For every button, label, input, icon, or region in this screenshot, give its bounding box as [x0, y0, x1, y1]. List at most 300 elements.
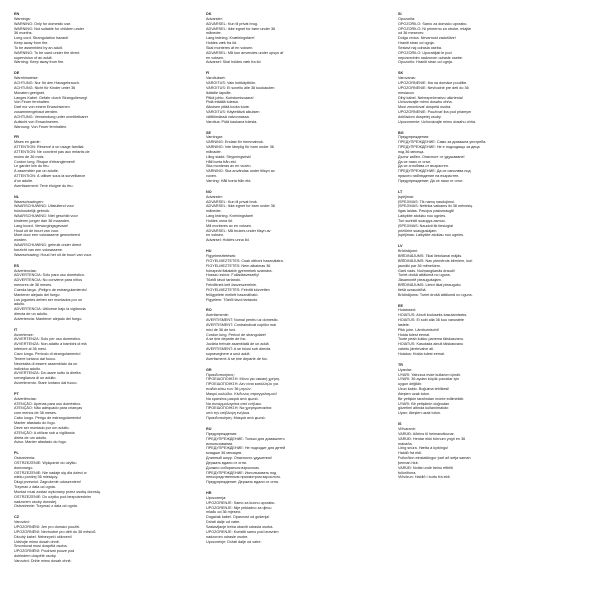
warning-line: ATENÇÃO: A utilizar sob a vigilância	[14, 430, 75, 435]
warning-line: AVVERTENZA: Non adatto a bambini di età	[14, 342, 87, 347]
warning-line: Garš vads. Nožņaugšanās draudi!	[398, 268, 455, 273]
warning-line: Warnung: Von Feuer fernhalten.	[14, 124, 68, 129]
language-code: SI	[398, 12, 402, 16]
language-code: HU	[206, 249, 212, 254]
warning-line: directa de un adulto.	[14, 312, 48, 317]
warning-line: Lang ledning. Kvelningsfare!	[206, 214, 254, 219]
warning-line: ADVARSEL: Må kun anvendes under opsyn af	[206, 50, 284, 55]
warning-line: Von Feuer fernhalten.	[14, 100, 51, 105]
warning-line: com menos de 36 meses.	[14, 411, 57, 416]
warning-line: ADVERTENCIA: Sólo para uso doméstico.	[14, 273, 86, 278]
warning-line: ATTENTION: À utiliser sous la surveillance	[14, 174, 86, 179]
language-code: GR	[206, 367, 212, 372]
warning-line: ĮSPĖJIMAS: Naudoti tik tiesiogiai	[398, 223, 454, 228]
warning-line: ADVARSEL: Kun til privat bruk.	[206, 199, 258, 204]
warning-line: Να κρατιέται μακριά από φωτιά.	[206, 396, 259, 401]
warning-line: Trzymać z dala od ognia.	[14, 485, 56, 490]
warning-line: Waarschuwingen:	[14, 199, 44, 204]
warning-line: OSTRZEŻENIE: Nie nadaje się dla dzieci w	[14, 470, 87, 475]
warning-line: Opozorila:	[398, 16, 416, 21]
language-section-sk	[398, 71, 574, 124]
warning-line: Uzun kablo. Boğulma tehlikesi!	[398, 387, 450, 392]
warning-line: Hraniti stran od ognja.	[398, 41, 435, 46]
warning-line: Bir yetişkin tarafından monte edilmelidir.	[398, 396, 465, 401]
language-section-hu	[206, 249, 382, 302]
warning-line: UPOZORNĚNÍ: Jen pro domácí použití.	[14, 525, 81, 529]
warning-line: ΠΡΟΕΙΔΟΠΟΙΗΣΗ: Μόνο για οικιακή χρήση.	[206, 377, 281, 382]
warnings-column-1	[14, 12, 190, 596]
warning-line: Предупреждение: Держать вдали от огня.	[206, 480, 279, 485]
warning-line: Да се пази от огън.	[398, 159, 432, 164]
warning-line: HOIATUS: Ei sobi alla 36 kuu vanustele	[398, 318, 465, 323]
warning-line: VAROITUS: Ei sovellu alle 36 kuukauden	[206, 85, 275, 90]
warning-line: kinderen jonger dan 36 maanden.	[14, 218, 71, 223]
language-section-it	[14, 328, 190, 386]
language-code: EE	[398, 303, 404, 308]
warning-line: inferiore ai 36 mesi.	[14, 347, 47, 352]
warning-line: Le garder loin du feu.	[14, 164, 50, 169]
warning-line: ATENÇÃO: Apenas para uso doméstico.	[14, 401, 82, 406]
warning-line: domowego.	[14, 465, 34, 470]
warnings-column-2	[206, 12, 382, 596]
warning-line: Varning: Håll borta från eld.	[206, 179, 252, 183]
warning-line: nadzorom odrasle osobe.	[206, 534, 249, 539]
warning-line: Предупреждение: Да се пази от огън.	[398, 179, 464, 183]
warning-line: Cabo longo. Perigo de estrangulamento!	[14, 416, 82, 421]
warning-line: ATENÇÃO: Não adequado para crianças	[14, 406, 83, 411]
warning-line: Avertisment: A se ține departe de foc.	[206, 356, 269, 361]
warning-line: FIGYELMEZTETÉS: Nem alkalmas 36	[206, 263, 271, 268]
language-code: LV	[398, 244, 403, 249]
warning-line: Turiet drošā attālumā no uguns.	[398, 273, 451, 278]
warning-line: måneder.	[206, 31, 222, 36]
warning-line: gözetimi altında kullanılmalıdır.	[398, 406, 450, 411]
warning-line: sorveglianza di un adulto.	[14, 376, 57, 381]
warning-line: Long cord. Strangulation hazard!	[14, 36, 69, 41]
warning-line: Lang ledning. Kvælningsfare!	[206, 36, 255, 41]
warning-line: Fullorðinn einstaklingur þarf að setja saman	[398, 456, 471, 461]
warning-line: Figyelmeztetések:	[206, 253, 237, 258]
warning-line: ikäisille lapsille.	[206, 90, 232, 95]
warning-line: Dolga vrvica. Nevarnost zadušitve!	[398, 36, 456, 41]
warning-line: Varovania:	[398, 76, 416, 81]
warning-line: supraveghere a unui adult.	[206, 352, 251, 356]
warning-line: BRĪDINĀJUMS: Lietot tikai pieaugušo	[398, 283, 461, 288]
warning-line: Aufsicht von Erwachsenen.	[14, 119, 60, 124]
warning-line: VAROITUS: Vain kotikäyttöön.	[206, 80, 257, 85]
warning-line: ATTENTION: Ne convient pas aux enfants de	[14, 149, 90, 154]
language-section-lt	[398, 190, 574, 238]
warning-line: ПРЕДУПРЕЖДЕНИЕ: Не подходит для детей	[206, 446, 286, 451]
warning-line: Lång sladd. Strypningsrisk!	[206, 154, 252, 159]
warning-line: Varoitukset:	[206, 76, 226, 81]
warning-line: zusammengebaut werden.	[14, 110, 59, 115]
warning-line: wieku poniżej 36 miesięcy.	[14, 475, 59, 480]
warning-line: Varování:	[14, 520, 30, 525]
warning-line: Darf nur von einem Erwachsenen	[14, 105, 70, 110]
warning-line: Cavo lungo. Pericolo di strangolamento!	[14, 352, 81, 356]
language-section-ru	[206, 427, 382, 485]
warning-line: ADVERTENCIA: No conviene para niños	[14, 278, 83, 283]
warning-line: Upozornenie: Uchovávajte mimo dosahu ohňa.	[398, 119, 476, 124]
warning-line: Toote peab kokku panema täiskasvanu.	[398, 337, 464, 342]
language-section-de	[14, 71, 190, 129]
warning-line: supervision of an adult.	[14, 55, 53, 60]
warning-line: ACHTUNG: Nicht für Kinder unter 36	[14, 85, 76, 90]
warning-line: Varování: Držte mimo dosah ohně.	[14, 558, 72, 563]
warning-line: OPOZORILO: Samo za domačo uporabo.	[398, 21, 468, 26]
language-code: FR	[14, 135, 19, 140]
warning-line: nadzorem osoby dorosłej.	[14, 499, 57, 504]
language-code: SK	[398, 71, 404, 76]
warning-line: Varoitus: Pidä kaukana tulesta.	[206, 119, 258, 124]
warning-line: BRĪDINĀJUMS: Nav piemērots bērniem, kuri	[398, 258, 473, 263]
warning-line: Tenere lontano dal fuoco.	[14, 356, 57, 361]
language-code: FI	[206, 71, 210, 76]
warning-line: Pikk juhe. Lämbumisoht!	[398, 327, 439, 332]
warning-line: WAARSCHUWING: gebruik onder direct	[14, 243, 82, 248]
warning-line: Upozorenja:	[206, 495, 227, 500]
language-code: IT	[14, 327, 18, 332]
warning-line: ADVARSEL: Kun til privat brug.	[206, 21, 259, 26]
language-code: EN	[14, 12, 20, 16]
warning-line: непосредственным присмотром взрослого.	[206, 475, 282, 480]
warning-line: Advarsel: Skal holdes væk fra ild.	[206, 60, 262, 65]
warning-line: Avertissement: Tenir éloigné du feu.	[14, 183, 74, 188]
warning-line: uygun değildir.	[398, 382, 423, 387]
warning-line: Uchovávajte mimo dosahu ohňa.	[398, 100, 453, 105]
warning-line: Mantener alejado del fuego.	[14, 292, 61, 297]
warning-line: Jucăria trebuie asamblată de un adult.	[206, 342, 270, 347]
language-code: ES	[14, 263, 20, 268]
warning-line: FIGYELMEZTETÉS: Felnőtt közvetlen	[206, 287, 270, 292]
warning-line: tiešā uzraudzībā.	[398, 287, 427, 292]
language-code: RO	[206, 308, 212, 313]
warning-line: menores de 36 meses.	[14, 283, 53, 288]
warning-line: To be assembled by an adult.	[14, 45, 63, 50]
warning-line: Keep away from fire.	[14, 41, 49, 46]
language-code: RU	[206, 426, 212, 431]
language-section-si	[398, 12, 574, 65]
warning-line: neposrednim nadzorom odrasle osebe.	[398, 55, 464, 60]
warning-line: ПРЕДУПРЕЖДЕНИЕ: Само за домашна употреба.	[398, 140, 487, 145]
language-section-lv	[398, 244, 574, 297]
warning-line: dohľadom dospelej osoby.	[398, 114, 442, 119]
warning-line: individuo adulto.	[14, 366, 42, 371]
warning-line: под 36 месеца.	[398, 149, 425, 154]
warning-line: þennan hlut.	[398, 460, 419, 465]
warning-line: Длинный шнур. Опасность удушения!	[206, 456, 272, 461]
warning-line: Cordon lung. Pericol de strangulare!	[206, 332, 267, 337]
warning-line: fullorðinna.	[398, 470, 417, 475]
warning-line: måneder.	[206, 209, 222, 214]
warning-line: OSTRZEŻENIE: Wyłącznie do użytku	[14, 460, 77, 465]
warning-line: ATTENTION: Réservé à un usage familial.	[14, 145, 85, 150]
warning-line: Los juguetes deben ser montados por un	[14, 297, 83, 302]
warning-line: Opozorilo: Hraniti stran od ognja.	[398, 60, 453, 65]
warning-line: WAARSCHUWING: Uitsluitend voor	[14, 204, 74, 209]
language-section-dk	[206, 12, 382, 65]
warning-line: UYARI: Bir yetişkinin doğrudan	[398, 401, 450, 406]
warning-line: ĮSPĖJIMAS: Tik namų naudojimui.	[398, 199, 456, 204]
warning-line: Waarschuwing: Houd het uit de buurt van vuur.	[14, 252, 92, 257]
warning-line: ПРЕДУПРЕЖДЕНИЕ: Да се използва под	[398, 169, 471, 174]
language-section-nl	[14, 195, 190, 258]
warning-line: Hoiatus: Hoida tulest eemal.	[398, 352, 445, 356]
warning-line: Felnőttnek kell összeszerelnie.	[206, 283, 258, 288]
warning-line: Figyelem: Tűztől távol tartandó.	[206, 297, 259, 302]
warning-line: Hosszú zsinór. Fulladásveszély!	[206, 273, 260, 278]
warning-line: Предупреждения:	[206, 431, 238, 436]
language-section-tr	[398, 363, 574, 416]
warning-line: Viðvörun: Haldið í burtu frá eldi.	[398, 475, 451, 480]
warning-line: vuxen.	[206, 174, 218, 179]
warning-line: Μακρύ καλώδιο. Κίνδυνος στραγγαλισμού!	[206, 391, 277, 396]
warning-line: AVVERTENZA: Da usare sotto la diretta	[14, 371, 81, 376]
language-code: HR	[206, 491, 212, 496]
warning-line: Dlouhý kabel. Nebezpečí uškrcení!	[14, 534, 72, 539]
warning-line: mlađu od 36 mjeseci.	[206, 510, 242, 515]
warning-line: Προειδοποίηση: Μακριά από φωτιά.	[206, 416, 266, 421]
warning-line: VARÚÐ: Aðeins til heimanotkunar.	[398, 431, 455, 436]
warning-line: Įspėjimai:	[398, 194, 414, 199]
warning-line: Haldið frá eldi.	[398, 451, 422, 456]
warning-line: direta de um adulto.	[14, 435, 48, 440]
warning-line: Turi surinkti suaugęs asmuo.	[398, 218, 446, 223]
warning-line: adulto.	[14, 302, 26, 307]
warning-line: Ostrzeżenie: Trzymać z dala od ognia.	[14, 504, 78, 509]
warning-line: Aviso: Manter afastado do fogo.	[14, 440, 67, 445]
warning-line: À assembler par un adulte.	[14, 169, 59, 174]
warning-line: en voksen.	[206, 233, 225, 238]
warning-line: VARNING: Endast för hemmabruk.	[206, 140, 264, 145]
warning-line: Advarsler:	[206, 194, 223, 199]
language-section-ro	[206, 308, 382, 361]
warning-line: UPOZORENJE: Koristiti samo pod izravnim	[206, 529, 279, 534]
warning-line: παιδιά κάτω των 36 μηνών.	[206, 387, 252, 392]
language-section-cz	[14, 515, 190, 563]
warning-line: Advertencia: Mantener alejado del fuego.	[14, 316, 83, 321]
warning-line: VARNING: Inte lämplig för barn under 36	[206, 145, 274, 150]
warning-line: Montaż musi zostać wykonany przez osobę dorosłą.	[14, 489, 101, 494]
warning-line: Lang koord. Verwurgingsgevaar!	[14, 223, 68, 228]
warning-line: Dugačak kabel. Opasnost od gušenja!	[206, 515, 270, 520]
language-section-se	[206, 131, 382, 184]
warning-line: Holdes unna ild.	[206, 218, 233, 223]
warning-line: Må monteres av en voksen.	[206, 223, 253, 228]
warning-line: AVVERTENZA: Solo per uso domestico.	[14, 337, 81, 342]
warning-line: Viðvaranir:	[398, 426, 416, 431]
warning-line: UPOZORENJE: Nije prikladno za djecu	[206, 505, 272, 510]
warning-line: ACHTUNG: Verwendung unter unmittelbarer	[14, 114, 88, 119]
language-section-hr	[206, 491, 382, 544]
warning-line: Cuerda larga. ¡Peligro de estrangulamiento!	[14, 287, 87, 292]
warning-line: felügyelete mellett használható.	[206, 292, 259, 297]
warning-line: WAARSCHUWING: Niet geschikt voor	[14, 214, 78, 219]
warning-line: ПРЕДУПРЕЖДЕНИЕ: Только для домашнего	[206, 436, 285, 441]
warning-line: Advarsel: Holdes unna ild.	[206, 238, 250, 243]
warning-line: HOIATUS: Kasutada ainult täiskasvanu	[398, 342, 464, 347]
language-code: SE	[206, 130, 212, 135]
warning-line: Предупреждения:	[398, 135, 430, 140]
warning-line: hónapnál fiatalabb gyermekek számára.	[206, 268, 273, 273]
warning-line: Advarsler:	[206, 16, 223, 21]
warning-line: prižiūrint suaugusiajam.	[398, 228, 438, 233]
warning-line: vahetu järelevalve all.	[398, 347, 435, 352]
language-code: PT	[14, 391, 19, 396]
warning-line: A se ține departe de foc.	[206, 337, 247, 342]
warning-line: Ostrzeżenia:	[14, 456, 36, 461]
warning-line: toezicht van een volwassene.	[14, 247, 63, 252]
warning-line: Pidä etäällä tulesta.	[206, 100, 239, 105]
warning-line: Laikykite atokiau nuo ugnies.	[398, 214, 447, 219]
warning-line: Avertismente:	[206, 313, 229, 318]
warning-line: UYARI: 36 aydan küçük çocuklar için	[398, 377, 460, 382]
language-code: DE	[14, 71, 20, 76]
warning-line: AVERTISMENT: Contraindicat copiilor mai	[206, 322, 277, 327]
warning-line: jaunāki par 36 mēnešiem.	[398, 263, 441, 268]
warning-line: Houd uit de buurt van vuur.	[14, 228, 60, 233]
warning-line: lastele.	[398, 322, 410, 327]
warning-line: Moet door een volwassene gemonteerd	[14, 233, 80, 238]
warning-line: Advertencias:	[14, 268, 37, 273]
warning-line: Tűztől távol tartandó.	[206, 278, 242, 283]
warning-line: VAROITUS: Käytettävä aikuisen	[206, 110, 260, 115]
language-section-no	[206, 190, 382, 243]
warning-line: Brīdinājums: Turiet drošā attālumā no uguns.	[398, 292, 473, 297]
language-code: LT	[398, 189, 403, 194]
warning-line: Držati dalje od vatre.	[206, 520, 241, 525]
warning-line: Długi przewód. Zagrożenie uduszeniem!	[14, 480, 81, 485]
warning-line: UPOZORNENIE: Používať iba pod priamym	[398, 110, 472, 115]
warning-line: Upozorenje: Držati dalje od vatre.	[206, 539, 262, 544]
warning-line: Musí zmontovať dospelá osoba.	[398, 105, 452, 110]
warning-line: välittömässä valvonnassa.	[206, 114, 250, 119]
language-section-pt	[14, 392, 190, 445]
warning-line: Langes Kabel. Gefahr durch Strangulierung!	[14, 95, 88, 100]
warning-line: Ska monteras av en vuxen.	[206, 164, 252, 169]
warning-line: FIGYELMEZTETÉS: Csak otthoni használatra.	[206, 258, 284, 263]
language-code: PL	[14, 451, 19, 456]
warning-line: AVERTISMENT: Numai pentru uz domestic.	[206, 318, 279, 323]
warning-line: Varningar:	[206, 135, 224, 140]
warning-line: ΠΡΟΕΙΔΟΠΟΙΗΣΗ: Δεν είναι κατάλληλο για	[206, 382, 279, 387]
language-section-ee	[398, 304, 574, 357]
warning-line: Cordon long. Risque d'étranglement!	[14, 159, 75, 164]
language-section-bg	[398, 131, 574, 184]
warning-line: HOIATUS: Ainult koduseks kasutamiseks.	[398, 313, 468, 318]
warning-line: ПРЕДУПРЕЖДЕНИЕ: Не е подходящо за деца	[398, 145, 480, 150]
warning-line: Uyarı: Ateşten uzak tutun.	[398, 411, 441, 416]
warning-line: ADVARSEL: Ikke egnet for børn under 36	[206, 26, 276, 31]
warning-line: Udržujte mimo dosah ohně.	[14, 539, 60, 544]
warning-line: 36 months.	[14, 31, 33, 36]
language-section-is	[398, 422, 574, 480]
warning-line: Aikuisen pitää koota tuote.	[206, 105, 250, 110]
warning-line: Προειδοποιήσεις:	[206, 372, 235, 377]
warning-line: ĮSPĖJIMAS: Netinka vaikams iki 36 mėnesių.	[398, 204, 474, 209]
language-section-fi	[206, 71, 382, 124]
warning-line: en voksen.	[206, 55, 225, 60]
language-code: DK	[206, 12, 212, 16]
warning-line: OPOZORILO: Uporabljati le pod	[398, 50, 452, 55]
warning-line: Да се сглобява от възрастен.	[398, 164, 449, 169]
warning-line: Manter afastado do fogo.	[14, 420, 56, 425]
language-section-en	[14, 12, 190, 65]
warning-line: Deve ser montado por um adulto.	[14, 425, 70, 430]
warning-line: прякото наблюдение на възрастен.	[398, 174, 460, 179]
language-section-gr	[206, 368, 382, 421]
warning-line: dohledem dospělé osoby.	[14, 554, 57, 559]
warning-line: Įspėjimas: Laikykite atokiau nuo ugnies.	[398, 233, 465, 238]
warning-line: Dlhý kábel. Nebezpečenstvo uškrtenia!	[398, 95, 463, 100]
warning-line: Avvertimento: Stare lontano dal fuoco.	[14, 381, 78, 386]
warning-line: UPOZORNĚNÍ: Nevhodné pro děti do 36 měsíců.	[14, 529, 97, 534]
warning-line: Holdes væk fra ild.	[206, 41, 238, 46]
warning-line: OPOZORILO: Ni primerno za otroke, mlajše	[398, 26, 472, 31]
warning-line: υπό την επίβλεψη ενήλικα.	[206, 411, 251, 416]
warning-line: Jāsamontē pieaugušajam.	[398, 278, 442, 283]
warning-line: ПРЕДУПРЕЖДЕНИЕ: Использовать под	[206, 470, 277, 475]
warning-line: Advertências:	[14, 396, 37, 401]
warning-line: Дълъг кабел. Опасност от удушаване!	[398, 154, 465, 159]
warning-line: VARÚÐ: Hentar ekki börnum yngri en 36	[398, 436, 466, 441]
warning-line: ADVARSEL: Ikke egnet for barn under 36	[206, 204, 275, 209]
warning-line: UPOZORNĚNÍ: Používat pouze pod	[14, 549, 75, 554]
warning-line: Brīdinājumi:	[398, 249, 418, 254]
warning-line: UPOZORNENIE: Nevhodné pre deti do 36	[398, 85, 469, 90]
warning-line: Avvertenze:	[14, 332, 34, 337]
language-code: TR	[398, 362, 403, 367]
warning-line: UYARI: Yalnızca evde kullanım içindir.	[398, 372, 462, 377]
warning-line: worden.	[14, 238, 28, 243]
warning-line: mesiacov.	[398, 90, 415, 95]
language-section-fr	[14, 135, 190, 188]
warning-line: Να συναρμολογείται από ενήλικα.	[206, 401, 262, 406]
warning-line: WARNING: To be used under the direct	[14, 50, 80, 55]
warning-line: Necessita di essere assemblato da un	[14, 361, 78, 366]
language-code: CZ	[14, 515, 19, 520]
language-section-es	[14, 264, 190, 322]
warning-line: mánaða.	[398, 441, 413, 446]
warning-line: moins de 36 mois.	[14, 154, 45, 159]
warning-line: UPOZORENJE: Samo za kućnu uporabu.	[206, 500, 276, 505]
warnings-column-3	[398, 12, 574, 596]
warning-line: использования.	[206, 441, 234, 446]
warning-line: Warnhinweise:	[14, 76, 39, 81]
warning-line: ADVARSEL: Må brukes under tilsyn av	[206, 228, 271, 233]
warning-line: VARNING: Ska användas under tillsyn av	[206, 169, 275, 174]
language-code: IS	[398, 422, 402, 427]
warning-line: ACHTUNG: Nur für den Hausgebrauch.	[14, 80, 80, 85]
warning-line: Pitkä johto. Kuristumisvaara!	[206, 95, 254, 100]
warning-line: mici de 36 de luni.	[206, 327, 237, 332]
warning-line: Mises en garde:	[14, 140, 41, 145]
warning-line: UPOZORNENIE: Iba na domáce použitie.	[398, 80, 468, 85]
warning-line: ΠΡΟΕΙΔΟΠΟΙΗΣΗ: Να χρησιμοποιείται	[206, 406, 272, 411]
warning-line: Держать вдали от огня.	[206, 460, 247, 465]
warning-line: BRĪDINĀJUMS: Tikai lietošanai mājās.	[398, 253, 463, 258]
language-code: NL	[14, 194, 19, 199]
warning-line: Hoiatused:	[398, 308, 416, 313]
warning-line: Smontovat musí dospělá osoba.	[14, 544, 68, 549]
warning-line: OSTRZEŻENIE: Do użytku pod bezpośrednim	[14, 494, 91, 499]
warning-line: Sestavi naj odrasla oseba.	[398, 45, 442, 50]
warning-line: huishoudelijk gebruik.	[14, 209, 51, 214]
warning-line: Monaten geeignet.	[14, 90, 46, 95]
warning-line: Ateşten uzak tutun.	[398, 391, 431, 396]
warning-line: Warnings:	[14, 16, 31, 21]
